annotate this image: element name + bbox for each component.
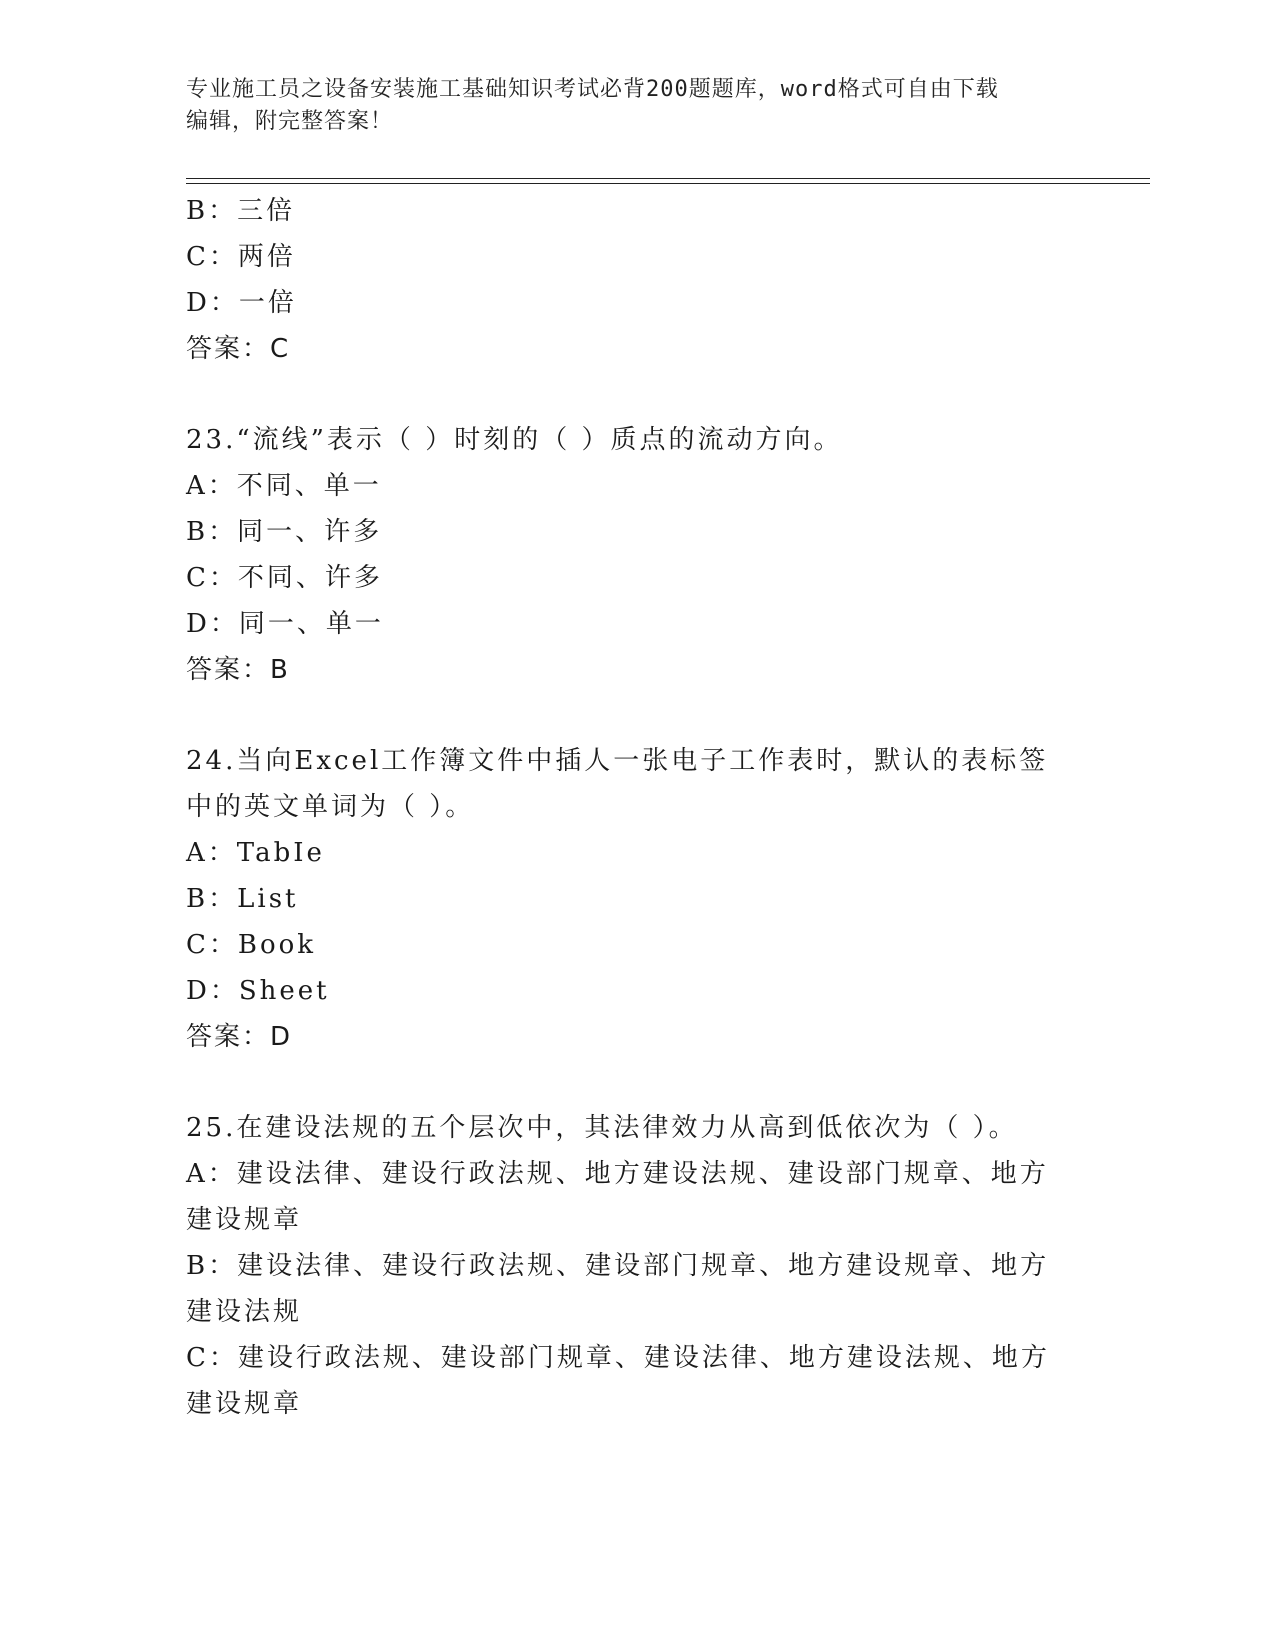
question-text: 24.当向Excel工作簿文件中插人一张电子工作表时，默认的表标签中的英文单词为（ ）。: [186, 746, 1049, 822]
question-23: [186, 417, 1076, 693]
question-22: [186, 188, 1076, 372]
option-c: C：不同、许多: [186, 563, 383, 593]
header-rule-bottom: [186, 183, 1150, 184]
option-a: A：建设法律、建设行政法规、地方建设法规、建设部门规章、地方建设规章: [186, 1159, 1049, 1235]
option-d: D：同一、单一: [186, 609, 384, 639]
document-body: [186, 188, 1076, 1427]
option-c: C：两倍: [186, 242, 296, 272]
header-line-2: 编辑，附完整答案！: [186, 109, 394, 134]
option-b: B：建设法律、建设行政法规、建设部门规章、地方建设规章、地方建设法规: [186, 1251, 1050, 1327]
option-d: D：Sheet: [186, 976, 330, 1006]
answer: 答案：C: [186, 334, 291, 364]
option-a: A：不同、单一: [186, 471, 382, 501]
answer: 答案：D: [186, 1022, 293, 1052]
option-c: C：Book: [186, 930, 317, 960]
option-b: B：同一、许多: [186, 517, 383, 547]
option-d: D：一倍: [186, 288, 297, 318]
question-text: 23.“流线”表示（ ）时刻的（ ）质点的流动方向。: [186, 425, 843, 455]
option-b: B：List: [186, 884, 299, 914]
header-rule-top: [186, 178, 1150, 179]
option-a: A：TabIe: [186, 838, 325, 868]
option-b: B：三倍: [186, 196, 296, 226]
question-text: 25.在建设法规的五个层次中，其法律效力从高到低依次为（ ）。: [186, 1113, 1018, 1143]
question-25: [186, 1105, 1076, 1427]
answer: 答案：B: [186, 655, 290, 685]
header-line-1: 专业施工员之设备安装施工基础知识考试必背200题题库，word格式可自由下载: [186, 77, 999, 102]
document-header: [186, 74, 1086, 138]
question-24: [186, 738, 1076, 1060]
option-c: C：建设行政法规、建设部门规章、建设法律、地方建设法规、地方建设规章: [186, 1343, 1050, 1419]
